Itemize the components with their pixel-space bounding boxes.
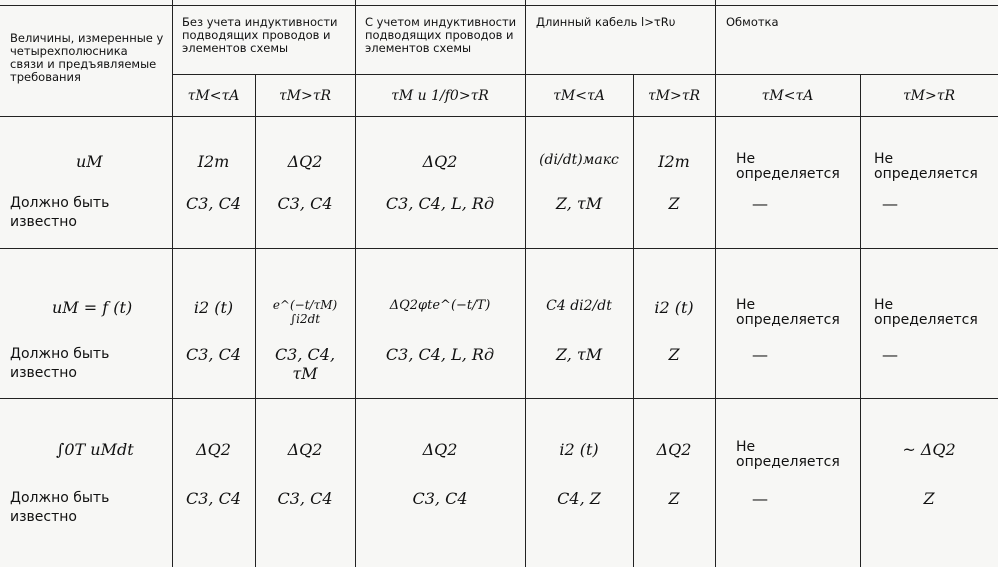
row1-known-3: C3, C4, L, Rд	[385, 194, 495, 213]
row1-val-7: Не определяется	[874, 151, 978, 182]
row2-val-1: i2 (t)	[193, 298, 234, 317]
row3-val-5: ΔQ2	[656, 440, 692, 459]
header-group-no-inductance: Без учета индуктивности подводящих проводов и элементов схемы	[182, 15, 338, 55]
row2-known-4: Z, τM	[555, 345, 603, 364]
row3-label: ∫0T uMdt	[56, 440, 134, 459]
subheader-3b: τM>τR	[647, 88, 701, 104]
header-group-long-cable: Длинный кабель l>τRυ	[536, 15, 676, 29]
row3-known-6: —	[752, 489, 768, 508]
row1-label: uM	[76, 152, 103, 171]
row3-known-5: Z	[668, 489, 680, 508]
row1-known-4: Z, τM	[555, 194, 603, 213]
row3-val-1: ΔQ2	[196, 440, 231, 459]
row2-known-6: —	[752, 345, 768, 364]
row2-requirement: Должно быть известно	[10, 346, 110, 381]
row3-known-1: C3, C4	[185, 489, 241, 508]
row3-known-2: C3, C4	[277, 489, 333, 508]
row1-val-6: Не определяется	[736, 151, 840, 182]
row1-known-6: —	[752, 194, 768, 213]
row3-known-3: C3, C4	[412, 489, 468, 508]
row2-val-7: Не определяется	[874, 297, 978, 328]
row2-known-1: C3, C4	[185, 345, 241, 364]
row1-known-5: Z	[668, 194, 680, 213]
row2-known-3: C3, C4, L, Rд	[385, 345, 495, 364]
row1-val-2: ΔQ2	[287, 152, 323, 171]
header-group-divider	[172, 74, 998, 75]
row3-val-3: ΔQ2	[422, 440, 458, 459]
subheader-1b: τM>τR	[278, 88, 332, 104]
row2-val-6: Не определяется	[736, 297, 840, 328]
row3-val-6: Не определяется	[736, 439, 840, 470]
subheader-4a: τM<τA	[761, 88, 814, 104]
row3-known-7: Z	[923, 489, 935, 508]
row-divider-2	[0, 398, 998, 399]
row1-known-2: C3, C4	[277, 194, 333, 213]
subheader-1a: τM<τA	[187, 88, 240, 104]
row2-label: uM = f (t)	[52, 298, 133, 317]
row1-val-1: I2m	[197, 152, 230, 171]
row3-known-4: C4, Z	[557, 489, 601, 508]
subheader-4b: τM>τR	[902, 88, 956, 104]
row-divider-1	[0, 248, 998, 249]
header-quantity: Величины, измеренные у четырехполюсника связи и предъявляемые требования	[10, 31, 164, 84]
row1-val-4: (di/dt)макс	[539, 152, 619, 168]
subheader-3a: τM<τA	[553, 88, 605, 104]
subheader-2: τM и 1/f0>τR	[391, 88, 489, 104]
row2-val-3: ΔQ2φte^(−t/T)	[389, 298, 491, 313]
row1-known-1: C3, C4	[185, 194, 241, 213]
table-top-border	[0, 5, 998, 6]
row2-val-2: e^(−t/τM) ∫i2dt	[272, 298, 338, 326]
row3-val-7: ~ ΔQ2	[902, 440, 956, 459]
row1-val-3: ΔQ2	[422, 152, 458, 171]
row3-val-4: i2 (t)	[559, 440, 599, 459]
row2-val-5: i2 (t)	[654, 298, 694, 317]
row2-val-4: C4 di2/dt	[546, 298, 612, 314]
header-group-winding: Обмотка	[726, 15, 779, 29]
row2-known-7: —	[882, 345, 898, 364]
row2-known-5: Z	[668, 345, 680, 364]
row1-val-5: I2m	[658, 152, 690, 171]
row3-val-2: ΔQ2	[287, 440, 323, 459]
row2-known-2: C3, C4, τM	[274, 345, 336, 383]
row1-requirement: Должно быть известно	[10, 195, 110, 230]
header-bottom-border	[0, 116, 998, 117]
header-group-with-inductance: С учетом индуктивности подводящих проводов и элементов схемы	[365, 15, 517, 55]
row1-known-7: —	[882, 194, 898, 213]
row3-requirement: Должно быть известно	[10, 490, 110, 525]
